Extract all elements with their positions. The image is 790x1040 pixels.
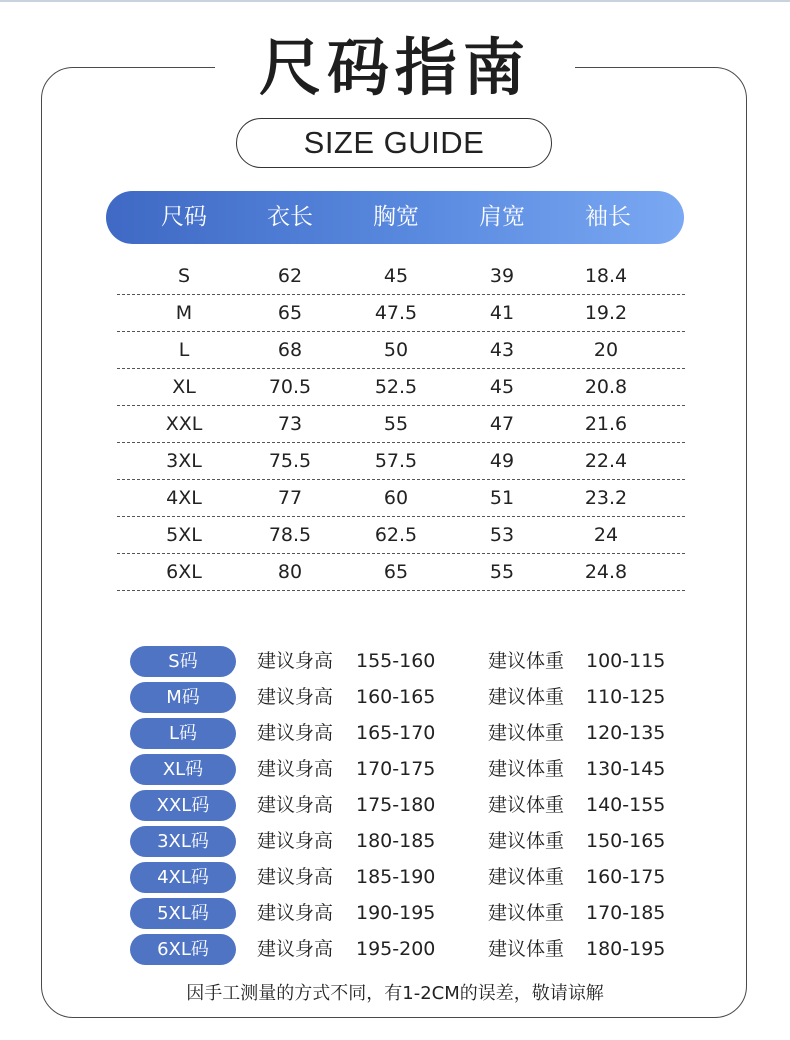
weight-range: 180-195: [586, 938, 666, 960]
cell-shoulder: 43: [489, 339, 515, 361]
cell-length: 73: [277, 413, 303, 435]
cell-sleeve: 20.8: [584, 376, 628, 398]
weight-label: 建议体重: [488, 758, 565, 780]
cell-sleeve: 21.6: [584, 413, 628, 435]
top-divider: [0, 0, 790, 2]
cell-length: 62: [277, 265, 303, 287]
weight-label: 建议体重: [488, 902, 565, 924]
size-pill: 3XL码: [130, 826, 236, 857]
weight-label: 建议体重: [488, 686, 565, 708]
cell-chest: 57.5: [374, 450, 418, 472]
list-item: [0, 751, 790, 787]
cell-shoulder: 53: [489, 524, 515, 546]
height-range: 185-190: [356, 866, 436, 888]
subtitle-badge: SIZE GUIDE: [236, 118, 552, 168]
page-title: 尺码指南: [258, 31, 531, 104]
cell-shoulder: 41: [489, 302, 515, 324]
weight-range: 110-125: [586, 686, 666, 708]
weight-label: 建议体重: [488, 794, 565, 816]
weight-range: 100-115: [586, 650, 666, 672]
size-pill: XXL码: [130, 790, 236, 821]
size-pill: 6XL码: [130, 934, 236, 965]
cell-length: 65: [277, 302, 303, 324]
list-item: [0, 679, 790, 715]
cell-length: 70.5: [268, 376, 312, 398]
cell-shoulder: 45: [489, 376, 515, 398]
cell-sleeve: 23.2: [584, 487, 628, 509]
table-row: [117, 406, 685, 443]
cell-shoulder: 47: [489, 413, 515, 435]
size-pill: XL码: [130, 754, 236, 785]
table-row: [117, 554, 685, 591]
table-row: [117, 332, 685, 369]
cell-size: 6XL: [166, 561, 202, 583]
size-pill: M码: [130, 682, 236, 713]
header-chest: 胸宽: [373, 204, 419, 230]
cell-chest: 47.5: [374, 302, 418, 324]
list-item: [0, 787, 790, 823]
cell-length: 77: [277, 487, 303, 509]
cell-length: 80: [277, 561, 303, 583]
height-range: 180-185: [356, 830, 436, 852]
cell-chest: 52.5: [374, 376, 418, 398]
weight-label: 建议体重: [488, 650, 565, 672]
size-table: [117, 258, 685, 591]
cell-size: L: [178, 339, 190, 361]
height-label: 建议身高: [257, 722, 334, 744]
table-row: [117, 517, 685, 554]
cell-sleeve: 20: [593, 339, 619, 361]
table-row: [117, 369, 685, 406]
table-row: [117, 258, 685, 295]
height-label: 建议身高: [257, 938, 334, 960]
cell-size: 3XL: [166, 450, 202, 472]
cell-chest: 62.5: [374, 524, 418, 546]
cell-size: 4XL: [166, 487, 202, 509]
list-item: [0, 931, 790, 967]
height-range: 175-180: [356, 794, 436, 816]
weight-range: 160-175: [586, 866, 666, 888]
size-pill: L码: [130, 718, 236, 749]
height-range: 160-165: [356, 686, 436, 708]
weight-range: 130-145: [586, 758, 666, 780]
list-item: [0, 715, 790, 751]
cell-size: XL: [172, 376, 196, 398]
cell-shoulder: 55: [489, 561, 515, 583]
height-range: 170-175: [356, 758, 436, 780]
header-length: 衣长: [267, 204, 313, 230]
height-label: 建议身高: [257, 866, 334, 888]
cell-shoulder: 39: [489, 265, 515, 287]
table-header: [106, 191, 684, 244]
height-label: 建议身高: [257, 650, 334, 672]
weight-range: 120-135: [586, 722, 666, 744]
size-pill: 5XL码: [130, 898, 236, 929]
list-item: [0, 895, 790, 931]
table-row: [117, 480, 685, 517]
cell-size: M: [175, 302, 193, 324]
cell-chest: 65: [383, 561, 409, 583]
cell-size: S: [177, 265, 191, 287]
cell-size: XXL: [165, 413, 203, 435]
cell-length: 68: [277, 339, 303, 361]
header-shoulder: 肩宽: [479, 204, 525, 230]
height-label: 建议身高: [257, 794, 334, 816]
table-row: [117, 443, 685, 480]
header-sleeve: 袖长: [585, 204, 631, 230]
height-label: 建议身高: [257, 902, 334, 924]
cell-sleeve: 18.4: [584, 265, 628, 287]
table-row: [117, 295, 685, 332]
height-range: 190-195: [356, 902, 436, 924]
cell-shoulder: 49: [489, 450, 515, 472]
list-item: [0, 643, 790, 679]
list-item: [0, 823, 790, 859]
list-item: [0, 859, 790, 895]
cell-chest: 60: [383, 487, 409, 509]
weight-label: 建议体重: [488, 938, 565, 960]
height-range: 165-170: [356, 722, 436, 744]
cell-chest: 50: [383, 339, 409, 361]
cell-length: 78.5: [268, 524, 312, 546]
measurement-note: 因手工测量的方式不同，有1-2CM的误差，敬请谅解: [186, 983, 604, 1004]
cell-sleeve: 24: [593, 524, 619, 546]
height-label: 建议身高: [257, 830, 334, 852]
cell-chest: 45: [383, 265, 409, 287]
cell-sleeve: 22.4: [584, 450, 628, 472]
weight-range: 140-155: [586, 794, 666, 816]
header-size: 尺码: [161, 204, 207, 230]
cell-chest: 55: [383, 413, 409, 435]
height-label: 建议身高: [257, 686, 334, 708]
weight-label: 建议体重: [488, 866, 565, 888]
cell-size: 5XL: [166, 524, 202, 546]
height-range: 195-200: [356, 938, 436, 960]
size-pill: S码: [130, 646, 236, 677]
cell-sleeve: 19.2: [584, 302, 628, 324]
cell-shoulder: 51: [489, 487, 515, 509]
weight-label: 建议体重: [488, 830, 565, 852]
weight-range: 170-185: [586, 902, 666, 924]
cell-sleeve: 24.8: [584, 561, 628, 583]
height-range: 155-160: [356, 650, 436, 672]
height-label: 建议身高: [257, 758, 334, 780]
weight-range: 150-165: [586, 830, 666, 852]
weight-label: 建议体重: [488, 722, 565, 744]
size-pill: 4XL码: [130, 862, 236, 893]
cell-length: 75.5: [268, 450, 312, 472]
